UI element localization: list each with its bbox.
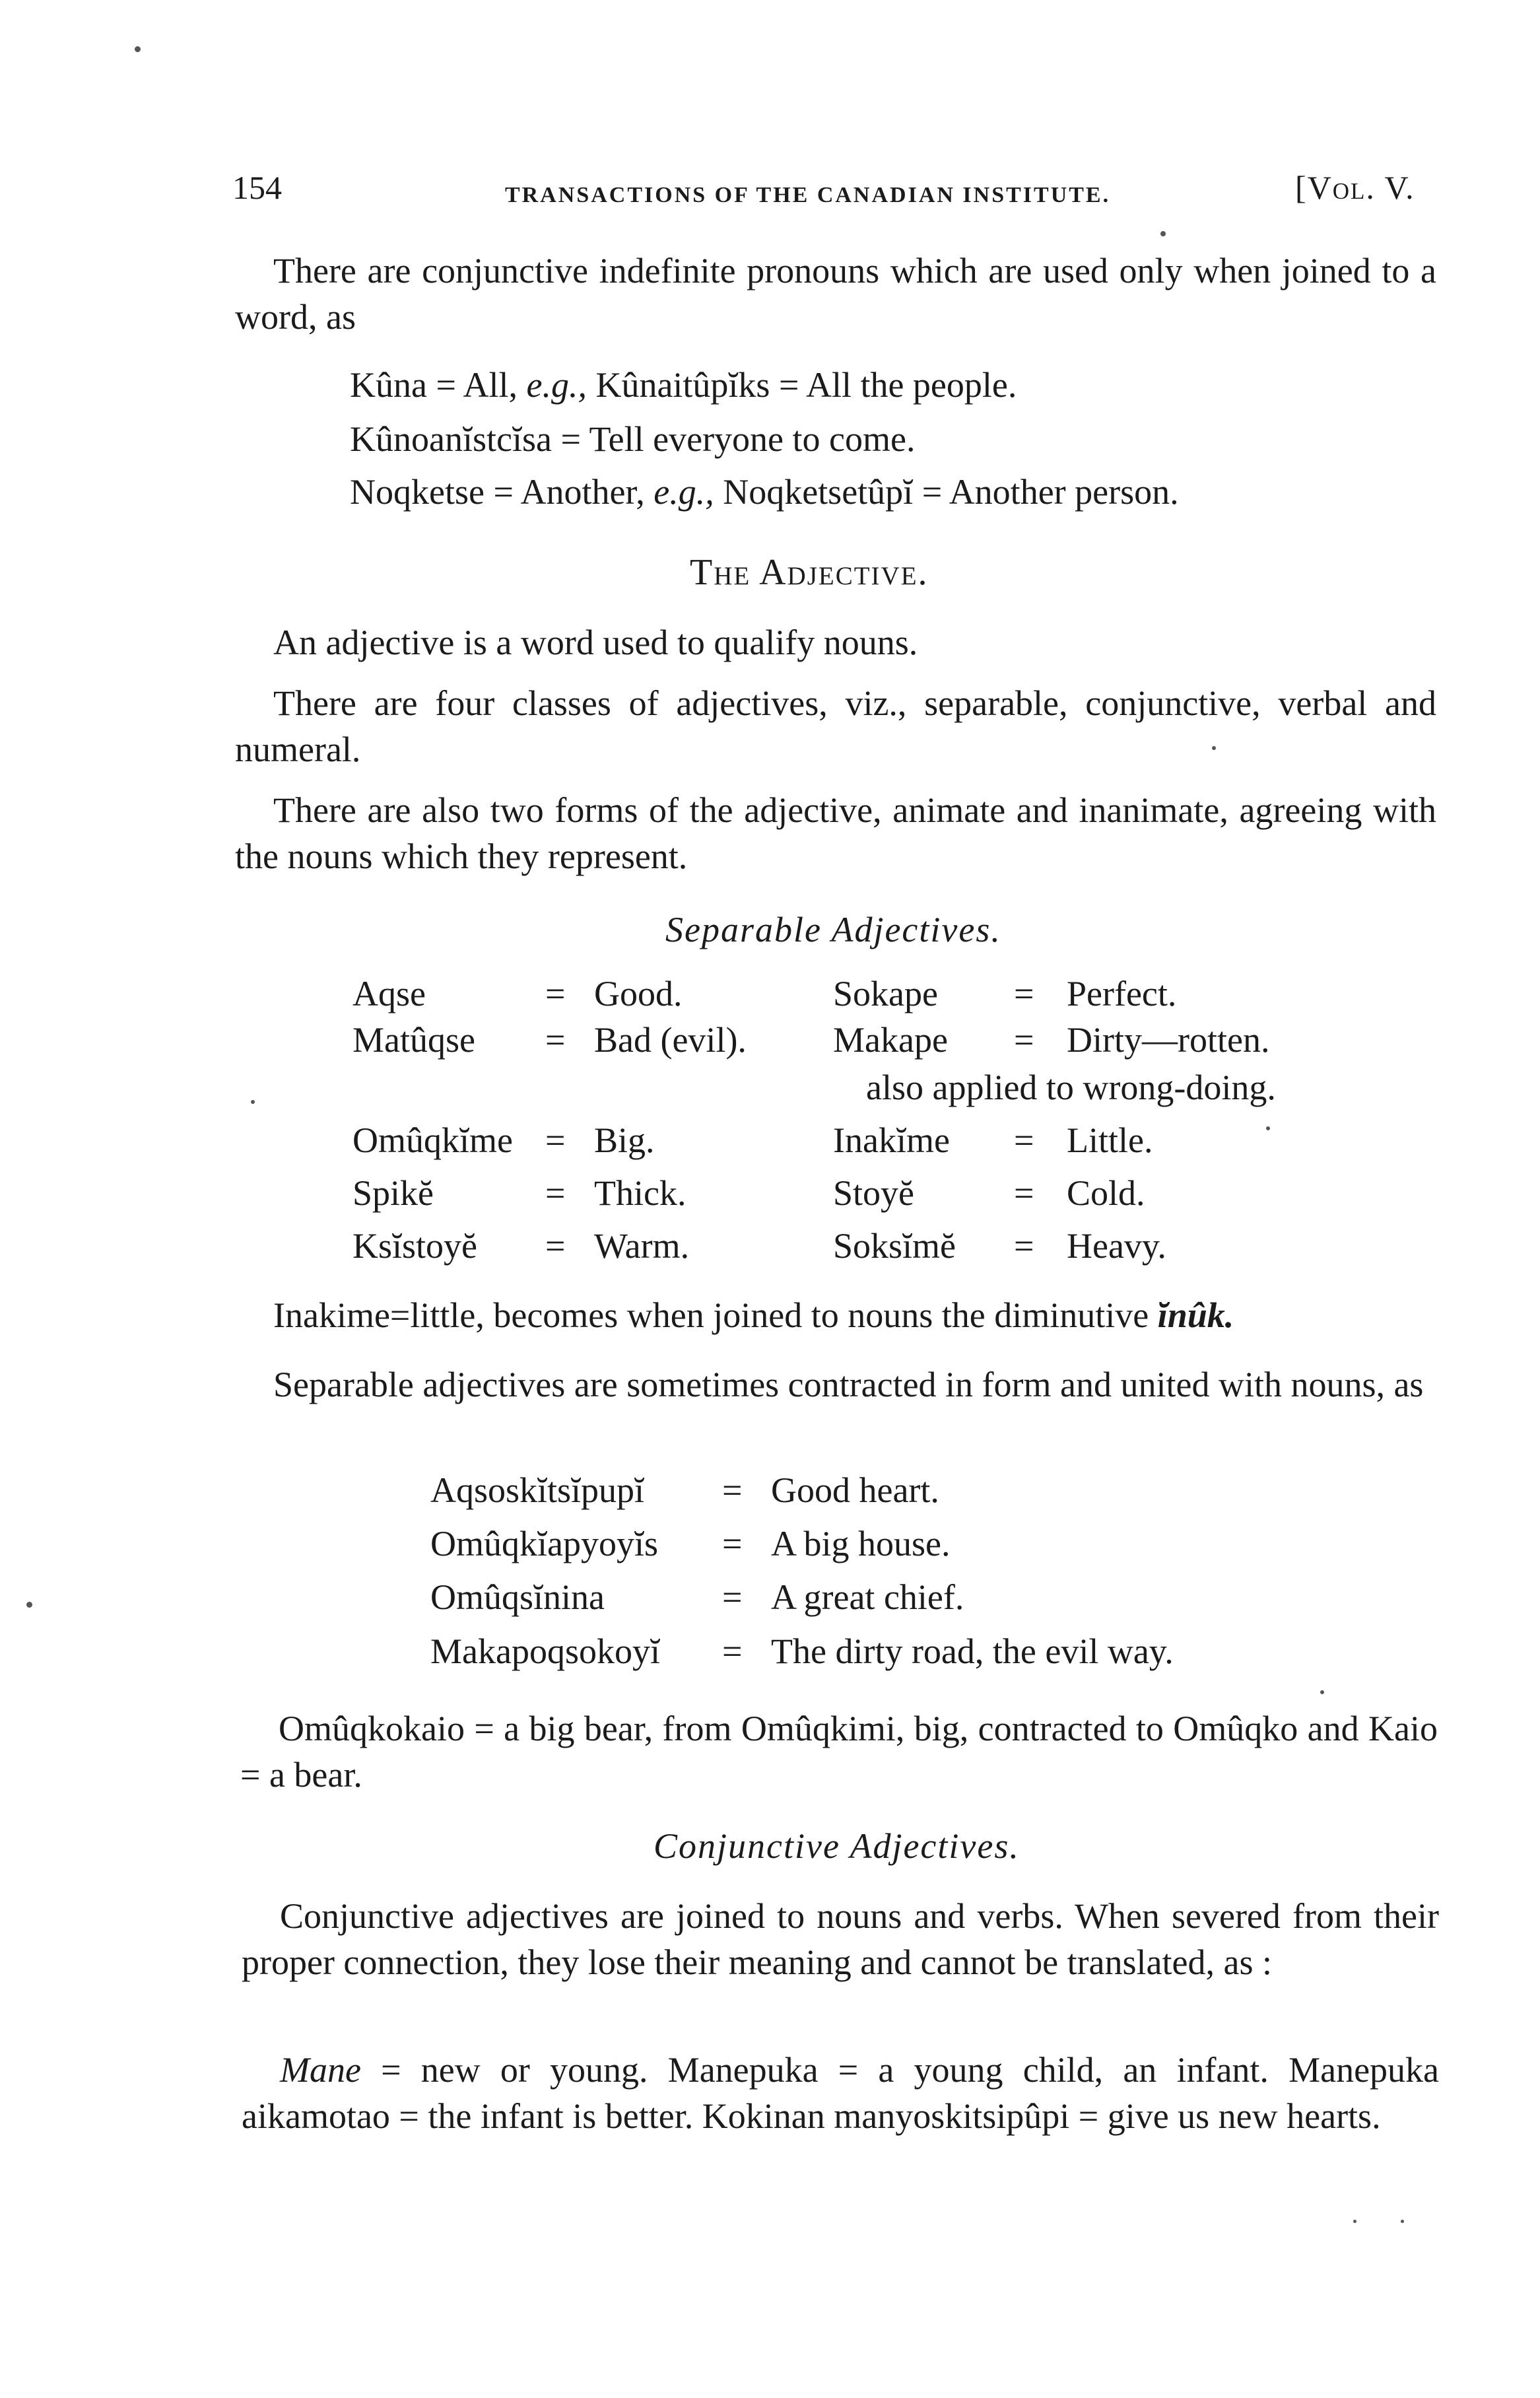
scan-speck xyxy=(1160,231,1166,236)
scan-speck xyxy=(1212,746,1216,750)
separable-word: Makape xyxy=(833,1020,948,1060)
pronoun-example-row xyxy=(350,362,1017,408)
adjective-definition: An adjective is a word used to qualify nouns. xyxy=(273,623,918,662)
eg-abbrev: e.g., xyxy=(653,472,714,512)
separable-word: Sokape xyxy=(833,974,938,1013)
eg-abbrev: e.g., xyxy=(526,365,587,405)
inakime-note xyxy=(273,1292,1234,1338)
conjunctive-heading: Conjunctive Adjectives. xyxy=(653,1826,1020,1866)
equals-sign: = xyxy=(493,472,514,512)
intro-paragraph: There are conjunctive indefinite pronouns which are used only when joined to a word, as xyxy=(235,251,1436,337)
equals-sign: = xyxy=(1014,1120,1034,1160)
equals-sign: = xyxy=(545,1226,566,1266)
separable-meaning: Big. xyxy=(594,1120,655,1160)
volume-label: [Vol. V. xyxy=(1295,169,1415,206)
separable-meaning: Warm. xyxy=(594,1226,690,1266)
conjunctive-paragraph: Conjunctive adjectives are joined to nouns and verbs. When severed from their proper connection, they lose their meaning and cannot be translated, as : xyxy=(242,1896,1439,1982)
page-number: 154 xyxy=(232,169,282,206)
contracted-meaning: Good heart. xyxy=(771,1470,939,1510)
equals-sign: = xyxy=(921,472,943,512)
pronoun-meaning: Another, xyxy=(520,472,645,512)
contracted-paragraph: Separable adjectives are sometimes contracted in form and united with nouns, as xyxy=(273,1365,1424,1404)
equals-sign: = xyxy=(722,1577,743,1617)
diminutive-term: ĭnûk. xyxy=(1157,1295,1234,1335)
mane-term: Mane xyxy=(280,2050,361,2090)
makape-note: also applied to wrong-doing. xyxy=(866,1068,1276,1107)
forms-paragraph: There are also two forms of the adjective, animate and inanimate, agreeing with the nouns which they represent. xyxy=(235,790,1436,876)
pronoun-example-meaning: Another person. xyxy=(949,472,1179,512)
scan-speck xyxy=(1401,2220,1404,2223)
inakime-note-text: Inakime=little, becomes when joined to nouns the diminutive xyxy=(273,1295,1149,1335)
contracted-meaning: A big house. xyxy=(771,1524,951,1563)
equals-sign: = xyxy=(778,365,799,405)
equals-sign: = xyxy=(1014,1226,1034,1266)
separable-meaning: Thick. xyxy=(594,1173,686,1213)
pronoun-example-row xyxy=(350,469,1179,515)
separable-meaning: Bad (evil). xyxy=(594,1020,747,1060)
separable-meaning: Cold. xyxy=(1067,1173,1145,1213)
separable-word: Inakĭme xyxy=(833,1120,950,1160)
omuqkokaio-paragraph: Omûqkokaio = a big bear, from Omûqkimi, big, contracted to Omûqko and Kaio = a bear. xyxy=(240,1709,1438,1795)
contracted-word: Aqsoskĭtsĭpupĭ xyxy=(430,1470,645,1510)
pronoun-example-row xyxy=(350,416,915,462)
running-title: TRANSACTIONS OF THE CANADIAN INSTITUTE. xyxy=(505,183,1111,207)
separable-word: Stoyĕ xyxy=(833,1173,915,1213)
classes-paragraph: There are four classes of adjectives, viz., separable, conjunctive, verbal and numeral. xyxy=(235,683,1436,769)
scan-speck xyxy=(1266,1126,1270,1130)
separable-word: Spikĕ xyxy=(352,1173,434,1213)
equals-sign: = xyxy=(1014,1173,1034,1213)
separable-meaning: Little. xyxy=(1067,1120,1153,1160)
pronoun-word: Kûna xyxy=(350,365,427,405)
contracted-word: Omûqsĭnina xyxy=(430,1577,605,1617)
separable-word: Ksĭstoyĕ xyxy=(352,1226,477,1266)
equals-sign: = xyxy=(436,365,456,405)
equals-sign: = xyxy=(722,1631,743,1671)
pronoun-meaning: Tell everyone to come. xyxy=(589,419,916,459)
equals-sign: = xyxy=(1014,974,1034,1013)
pronoun-example: Noqketsetûpĭ xyxy=(723,472,914,512)
equals-sign: = xyxy=(545,974,566,1013)
separable-meaning: Dirty—rotten. xyxy=(1067,1020,1270,1060)
separable-meaning: Perfect. xyxy=(1067,974,1177,1013)
scan-speck xyxy=(251,1100,255,1104)
mane-definition: = new or young. Manepuka = a young child, an infant. Manepuka aikamotao = the infant is better. Kokinan manyoskitsipûpi = give us new hearts. xyxy=(242,2050,1440,2136)
scan-speck xyxy=(1320,1690,1324,1694)
separable-heading: Separable Adjectives. xyxy=(665,910,1001,949)
separable-meaning: Good. xyxy=(594,974,683,1013)
equals-sign: = xyxy=(545,1120,566,1160)
pronoun-word: Noqketse xyxy=(350,472,485,512)
pronoun-word: Kûnoanĭstcĭsa xyxy=(350,419,552,459)
contracted-meaning: A great chief. xyxy=(771,1577,964,1617)
mane-paragraph xyxy=(242,2047,1439,2139)
scan-speck xyxy=(1353,2220,1356,2223)
separable-word: Soksĭmĕ xyxy=(833,1226,956,1266)
scan-speck xyxy=(135,46,141,52)
scan-speck xyxy=(26,1602,32,1608)
contracted-meaning: The dirty road, the evil way. xyxy=(771,1631,1174,1671)
pronoun-example: Kûnaitûpĭks xyxy=(595,365,770,405)
separable-word: Omûqkĭme xyxy=(352,1120,513,1160)
pronoun-example-meaning: All the people. xyxy=(805,365,1017,405)
separable-word: Aqse xyxy=(352,974,426,1013)
section-heading: The Adjective. xyxy=(690,552,929,593)
equals-sign: = xyxy=(722,1524,743,1563)
contracted-word: Makapoqsokoyĭ xyxy=(430,1631,660,1671)
equals-sign: = xyxy=(545,1173,566,1213)
equals-sign: = xyxy=(722,1470,743,1510)
pronoun-meaning: All, xyxy=(463,365,518,405)
equals-sign: = xyxy=(560,419,581,459)
separable-word: Matûqse xyxy=(352,1020,475,1060)
separable-meaning: Heavy. xyxy=(1067,1226,1166,1266)
equals-sign: = xyxy=(1014,1020,1034,1060)
equals-sign: = xyxy=(545,1020,566,1060)
contracted-word: Omûqkĭapyoyĭs xyxy=(430,1524,658,1563)
